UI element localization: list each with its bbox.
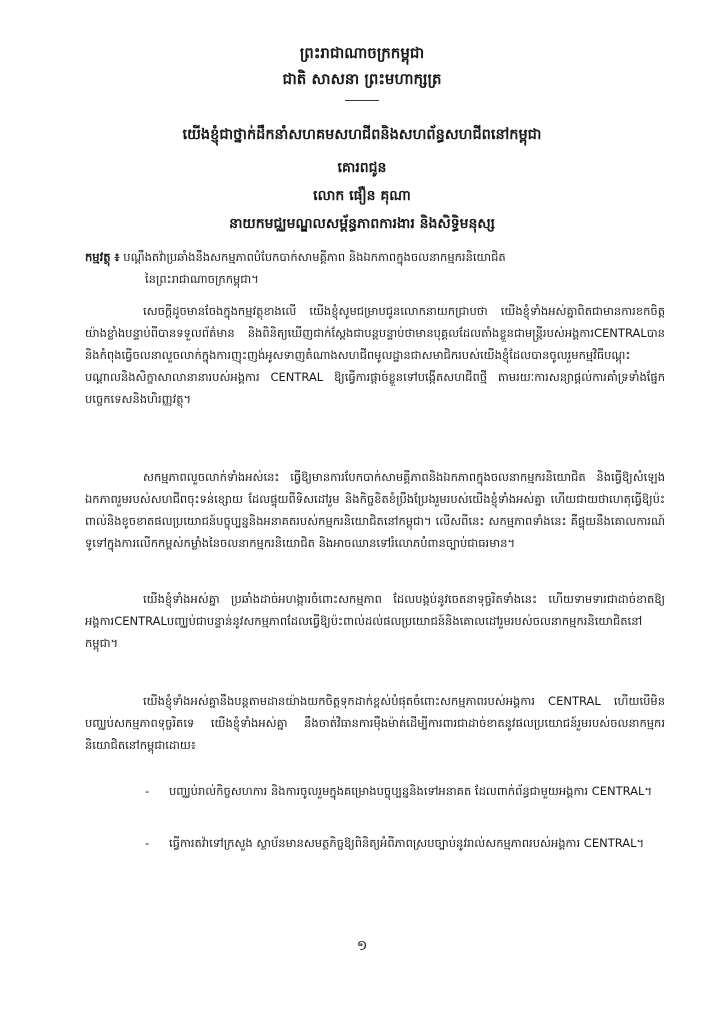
body-paragraph	[85, 466, 665, 554]
body-paragraph	[85, 690, 665, 756]
paragraph-text: សេចក្តីដូចមានចែងក្នុងកម្មវត្ថុខាងលើ យើងខ្ញុំសូមជម្រាបជូនលោកនាយកជ្រាបថា យើងខ្ញុំទាំងអស់គ្នាពិតជាមានការខកចិត្តយ៉ាងខ្លាំងបន្ទាប់ពីបានទទួលព័ត៌មាន និងពិនិត្យឃើញជាក់ស្តែងជាបន្តបន្ទាប់ថាមានបុគ្គលដែលតាំងខ្លួនជាមន្ត្រីរបស់អង្គការCENTRALបាននិងកំពុងធ្វើចលនាលួចលាក់ក្នុងការញុះញង់អូសទាញតំណាងសហជីពមូលដ្ឋានជាសមាជិករបស់យើងខ្ញុំដែលបានចូលរួមកម្មវិធីបណ្តុះបណ្តាលនិងសិក្ខាសាលានានារបស់អង្គការ CENTRAL ឱ្យធ្វើការផ្តាច់ខ្លួនទៅបង្កើតសហជីពថ្មី តាមរយៈការសន្យាផ្តល់ការគាំទ្រទាំងផ្នែកបច្ចេកទេសនិងហិរញ្ញវត្ថុ។	[85, 304, 665, 406]
body-paragraph	[85, 588, 665, 654]
header-divider	[345, 100, 379, 101]
paragraph-text: យើងខ្ញុំទាំងអស់គ្នានឹងបន្តតាមដានយ៉ាងយកចិត្តទុកដាក់ខ្ពស់បំផុតចំពោះសកម្មភាពរបស់អង្គការ CENTRAL ហើយបើមិនបញ្ឈប់សកម្មភាពទុច្ចរិតទេ យើងខ្ញុំទាំងអស់គ្នា នឹងចាត់វិធានការម៉ឺងម៉ាត់ដើម្បីការពារជាដាច់ខាតនូវផលប្រយោជន៍រួមរបស់ចលនាកម្មករនិយោជិតនៅកម្ពុជាដោយ៖	[85, 694, 665, 752]
salutation: គោរពជូន	[337, 160, 387, 176]
bullet-item	[145, 832, 665, 854]
body-paragraph	[85, 300, 665, 410]
bullet-dash: -	[145, 784, 150, 798]
page-number: ១	[356, 938, 368, 954]
bullet-text: ធ្វើការតវ៉ាទៅក្រសួង ស្ថាប័នមានសមត្ថកិច្ចឱ្យពិនិត្យអំពីភាពស្របច្បាប់នូវរាល់សកម្មភាពរបស់អង្គការ CENTRAL។	[169, 836, 645, 850]
recipient-name: លោក ផឿន គុណា	[313, 188, 411, 204]
subject-label: កម្មវត្ថុ ៖	[85, 250, 120, 264]
kingdom-heading: ព្រះរាជាណាចក្រកម្ពុជា	[299, 44, 425, 62]
bullet-dash: -	[145, 836, 150, 850]
paragraph-text: យើងខ្ញុំទាំងអស់គ្នា ប្រឆាំងដាច់អហង្ការចំពោះសកម្មភាព ដែលបង្កប់នូវចេតនាទុច្ចរិតទាំងនេះ ហើយទាមទារជាដាច់ខាតឱ្យអង្គការCENTRALបញ្ឈប់ជាបន្ទាន់នូវសកម្មភាពដែលធ្វើឱ្យប៉ះពាល់ដល់ផលប្រយោជន៍និងគោលដៅរួមរបស់ចលនាកម្មករនិយោជិតនៅកម្ពុជា។	[85, 592, 665, 650]
subject-block	[85, 246, 655, 290]
paragraph-text: សកម្មភាពលួចលាក់ទាំងអស់នេះ ធ្វើឱ្យមានការបែកបាក់សាមគ្គីភាពនិងឯកភាពក្នុងចលនាកម្មករនិយោជិត និងធ្វើឱ្យសំឡេងឯកភាពរួមរបស់សហជីពចុះទន់ខ្សោយ ដែលផ្ទុយពីទិសដៅរួម និងកិច្ចខិតខំប្រឹងប្រែងរួមរបស់យើងខ្ញុំទាំងអស់គ្នា ហើយជាយថាហេតុធ្វើឱ្យប៉ះពាល់និងខូចខាតផលប្រយោជន៍បច្ចុប្បន្ននិងអនាគតរបស់កម្មករនិយោជិតនៅកម្ពុជា។ លើសពីនេះ សកម្មភាពទាំងនេះ គឺផ្ទុយនឹងគោលការណ៍ទូទៅក្នុងការលើកកម្ពស់កម្លាំងនៃចលនាកម្មករនិយោជិត និងអាចឈានទៅរំលោភបំពានច្បាប់ជាធរមាន។	[85, 470, 665, 550]
subject-text-line1: បណ្តឹងតវ៉ាប្រឆាំងនឹងសកម្មភាពបំបែកបាក់សាមគ្គីភាព និងឯកភាពក្នុងចលនាកម្មករនិយោជិត	[123, 250, 506, 264]
national-motto: ជាតិ សាសនា ព្រះមហាក្សត្រ	[282, 70, 442, 88]
recipient-title: នាយកមជ្ឈមណ្ឌលសម្ព័ន្ធភាពការងារ និងសិទ្ធិមនុស្ស	[229, 216, 495, 232]
sender-heading: យើងខ្ញុំជាថ្នាក់ដឹកនាំសហគមសហជីពនិងសហព័ន្ធសហជីពនៅកម្ពុជា	[182, 127, 542, 143]
bullet-item	[145, 780, 665, 802]
bullet-text: បញ្ឈប់រាល់កិច្ចសហការ និងការចូលរួមក្នុងគម្រោងបច្ចុប្បន្ននិងទៅអនាគត ដែលពាក់ព័ន្ធជាមួយអង្គការ CENTRAL។	[169, 784, 653, 798]
subject-text-line2: នៃព្រះរាជាណាចក្រកម្ពុជា។	[145, 272, 259, 286]
